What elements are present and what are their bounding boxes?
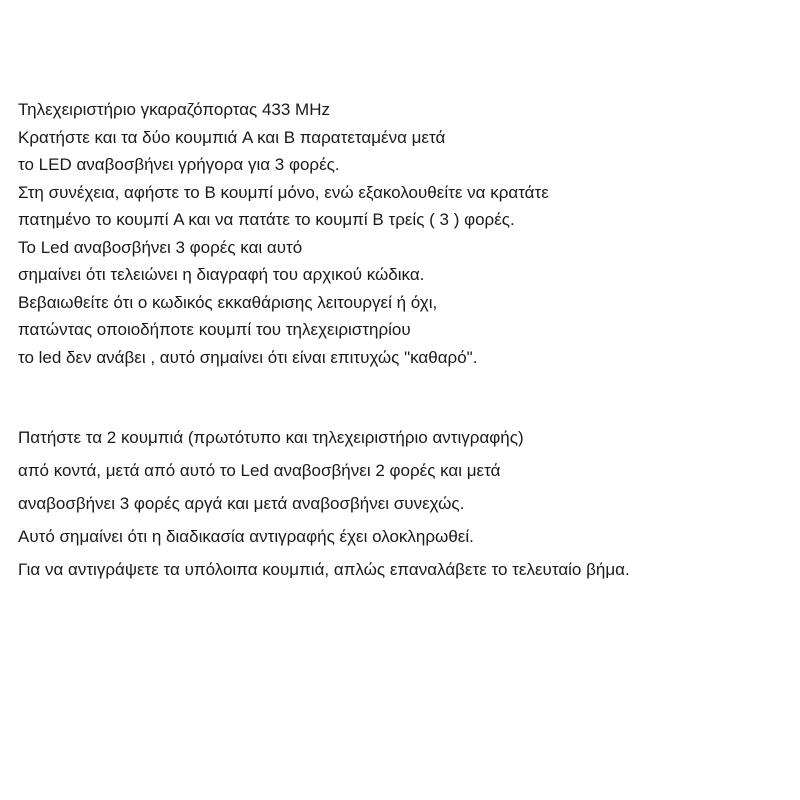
text-line: πατώντας οποιοδήποτε κουμπί του τηλεχειριστηρίου [18,320,411,339]
text-line: πατημένο το κουμπί A και να πατάτε το κουμπί B τρείς ( 3 ) φορές. [18,210,515,229]
text-line: το LED αναβοσβήνει γρήγορα για 3 φορές. [18,155,340,174]
text-line: Πατήστε τα 2 κουμπιά (πρωτότυπο και τηλεχειριστήριο αντιγραφής) [18,427,524,447]
copy-instructions-paragraph [18,421,794,586]
text-line: από κοντά, μετά από αυτό το Led αναβοσβήνει 2 φορές και μετά [18,460,501,480]
text-line: το led δεν ανάβει , αυτό σημαίνει ότι είναι επιτυχώς "καθαρό". [18,347,478,367]
text-line: αναβοσβήνει 3 φορές αργά και μετά αναβοσβήνει συνεχώς. [18,493,465,513]
text-line: Για να αντιγράψετε τα υπόλοιπα κουμπιά, απλώς επαναλάβετε το τελευταίο βήμα. [18,559,630,579]
paragraph-gap [18,371,794,421]
text-line: Αυτό σημαίνει ότι η διαδικασία αντιγραφής έχει ολοκληρωθεί. [18,526,474,546]
text-line: Το Led αναβοσβήνει 3 φορές και αυτό [18,237,303,257]
reset-instructions-paragraph [18,96,794,371]
text-line: Κρατήστε και τα δύο κουμπιά A και B παρατεταμένα μετά [18,127,446,147]
text-line: Βεβαιωθείτε ότι ο κωδικός εκκαθάρισης λειτουργεί ή όχι, [18,292,438,312]
text-line: Τηλεχειριστήριο γκαραζόπορτας 433 MHz [18,100,330,119]
text-line: Στη συνέχεια, αφήστε το B κουμπί μόνο, ενώ εξακολουθείτε να κρατάτε [18,182,549,202]
instructions-document [18,96,794,586]
text-line: σημαίνει ότι τελειώνει η διαγραφή του αρχικού κώδικα. [18,265,425,284]
